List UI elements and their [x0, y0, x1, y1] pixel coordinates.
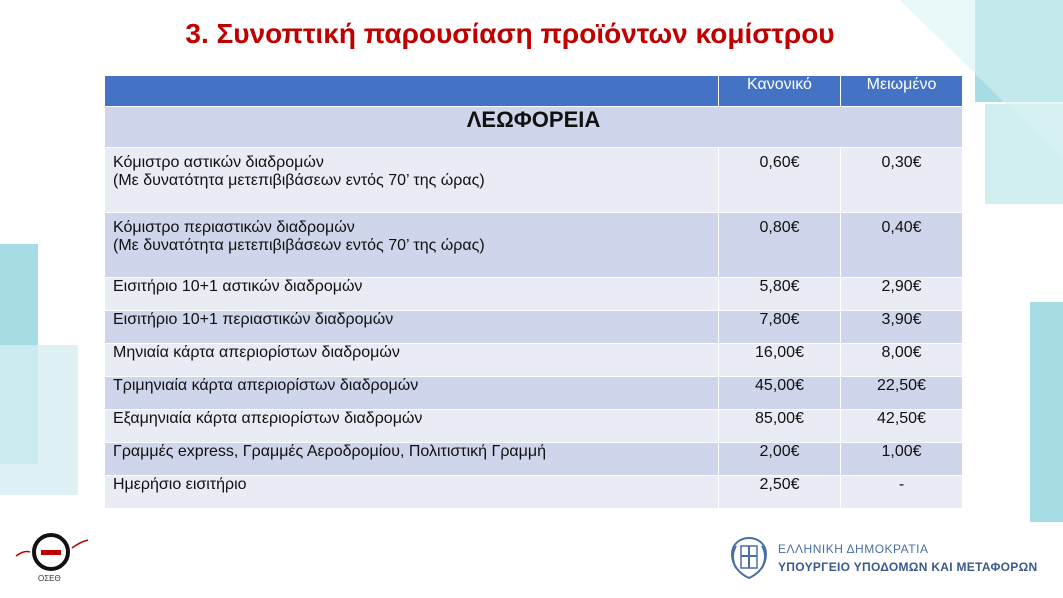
row-label: Ημερήσιο εισιτήριο — [105, 476, 719, 509]
row-label: Γραμμές express, Γραμμές Αεροδρομίου, Πολιτιστική Γραμμή — [105, 443, 719, 476]
page-title: 3. Συνοπτική παρουσίαση προϊόντων κομίστρου — [185, 18, 835, 49]
row-label — [105, 148, 719, 213]
fare-table — [104, 75, 963, 509]
table-row — [105, 344, 963, 377]
row-label-sub: (Με δυνατότητα μετεπιβιβάσεων εντός 70’ της ώρας) — [113, 172, 485, 189]
price-reduced: 22,50€ — [841, 377, 963, 410]
table-row — [105, 443, 963, 476]
table-row — [105, 476, 963, 509]
header-blank — [105, 76, 719, 107]
price-reduced: 1,00€ — [841, 443, 963, 476]
row-label: Εισιτήριο 10+1 αστικών διαδρομών — [105, 278, 719, 311]
section-row — [105, 107, 963, 148]
table-row — [105, 213, 963, 278]
table-header-row — [105, 76, 963, 107]
price-reduced: - — [841, 476, 963, 509]
oseth-logo-text: ΟΣΕΘ — [38, 574, 61, 583]
row-label — [105, 213, 719, 278]
ministry-line-2: ΥΠΟΥΡΓΕΙΟ ΥΠΟΔΟΜΩΝ ΚΑΙ ΜΕΤΑΦΟΡΩΝ — [778, 560, 1038, 574]
price-regular: 0,60€ — [719, 148, 841, 213]
row-label-sub: (Με δυνατότητα μετεπιβιβάσεων εντός 70’ της ώρας) — [113, 237, 485, 254]
price-regular: 45,00€ — [719, 377, 841, 410]
header-regular: Κανονικό — [719, 76, 841, 107]
row-label: Εισιτήριο 10+1 περιαστικών διαδρομών — [105, 311, 719, 344]
price-regular: 2,00€ — [719, 443, 841, 476]
table-row — [105, 377, 963, 410]
row-label: Εξαμηνιαία κάρτα απεριορίστων διαδρομών — [105, 410, 719, 443]
price-regular: 2,50€ — [719, 476, 841, 509]
row-label-main: Κόμιστρο αστικών διαδρομών — [113, 154, 324, 171]
header-reduced: Μειωμένο — [841, 76, 963, 107]
price-regular: 7,80€ — [719, 311, 841, 344]
price-reduced: 3,90€ — [841, 311, 963, 344]
ministry-line-1: ΕΛΛΗΝΙΚΗ ΔΗΜΟΚΡΑΤΙΑ — [778, 542, 929, 556]
table-row — [105, 410, 963, 443]
price-regular: 0,80€ — [719, 213, 841, 278]
price-regular: 5,80€ — [719, 278, 841, 311]
row-label: Μηνιαία κάρτα απεριορίστων διαδρομών — [105, 344, 719, 377]
price-reduced: 8,00€ — [841, 344, 963, 377]
row-label: Τριμηνιαία κάρτα απεριορίστων διαδρομών — [105, 377, 719, 410]
price-reduced: 0,40€ — [841, 213, 963, 278]
section-label: ΛΕΩΦΟΡΕΙΑ — [105, 107, 963, 148]
coat-of-arms-icon — [726, 536, 772, 580]
price-regular: 16,00€ — [719, 344, 841, 377]
row-label-main: Κόμιστρο περιαστικών διαδρομών — [113, 219, 355, 236]
table-row — [105, 148, 963, 213]
table-row — [105, 278, 963, 311]
price-reduced: 0,30€ — [841, 148, 963, 213]
price-reduced: 2,90€ — [841, 278, 963, 311]
price-regular: 85,00€ — [719, 410, 841, 443]
price-reduced: 42,50€ — [841, 410, 963, 443]
table-row — [105, 311, 963, 344]
